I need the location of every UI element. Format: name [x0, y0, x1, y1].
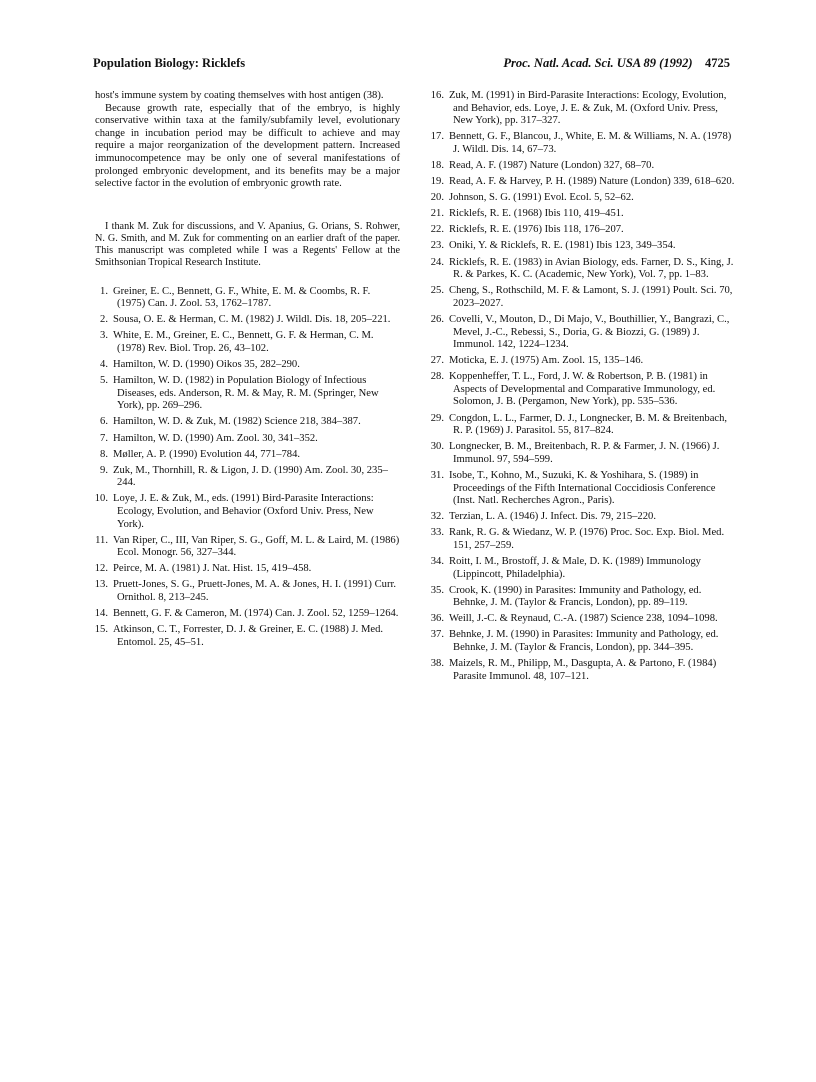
reference-number: 21.: [430, 208, 444, 220]
reference-item: [431, 556, 736, 581]
reference-number: 20.: [430, 192, 444, 204]
reference-text: Møller, A. P. (1990) Evolution 44, 771–784.: [113, 448, 301, 460]
reference-number: 10.: [94, 493, 108, 505]
reference-number: 35.: [430, 584, 444, 596]
reference-item: [95, 535, 400, 560]
reference-item: [431, 208, 736, 221]
reference-item: [431, 131, 736, 156]
reference-text: Koppenheffer, T. L., Ford, J. W. & Robertson, P. B. (1981) in Aspects of Developmental and Comparative Immunology, ed. Solomon, J. B. (Pergamon, New York), pp. 535–536.: [449, 371, 716, 408]
journal-name: Proc. Natl. Acad. Sci. USA 89 (1992): [503, 56, 693, 70]
reference-number: 30.: [430, 441, 444, 453]
reference-text: Van Riper, C., III, Van Riper, S. G., Goff, M. L. & Laird, M. (1986) Ecol. Monogr. 56, 327–344.: [113, 534, 400, 559]
reference-item: [431, 176, 736, 189]
reference-text: Bennett, G. F., Blancou, J., White, E. M. & Williams, N. A. (1978) J. Wildl. Dis. 14, 67–73.: [449, 131, 732, 155]
reference-text: White, E. M., Greiner, E. C., Bennett, G. F. & Herman, C. M. (1978) Rev. Biol. Trop. 26, 43–102.: [113, 330, 374, 354]
reference-text: Covelli, V., Mouton, D., Di Majo, V., Bouthillier, Y., Bangrazi, C., Mevel, J.-C., Rebessi, S., Doria, G. & Biozzi, G. (1989) J. Immunol. 142, 1224–1234.: [449, 313, 730, 351]
reference-text: Cheng, S., Rothschild, M. F. & Lamont, S. J. (1991) Poult. Sci. 70, 2023–2027.: [449, 285, 733, 309]
reference-number: 31.: [430, 469, 444, 481]
reference-text: Hamilton, W. D. (1982) in Population Biology of Infectious Diseases, eds. Anderson, R. M. & May, R. M. (Springer, New York), pp. 269–296.: [113, 375, 379, 412]
reference-text: Ricklefs, R. E. (1976) Ibis 118, 176–207.: [449, 224, 624, 236]
reference-item: [95, 608, 400, 621]
reference-number: 6.: [100, 416, 108, 428]
reference-number: 18.: [430, 159, 444, 171]
reference-text: Terzian, L. A. (1946) J. Infect. Dis. 79, 215–220.: [449, 511, 656, 523]
reference-text: Loye, J. E. & Zuk, M., eds. (1991) Bird-Parasite Interactions: Ecology, Evolution, and Behavior (Oxford Univ. Press, New York).: [113, 493, 374, 530]
reference-number: 15.: [94, 624, 108, 636]
page-number: 4725: [705, 56, 730, 70]
reference-text: Sousa, O. E. & Herman, C. M. (1982) J. Wildl. Dis. 18, 205–221.: [113, 314, 391, 326]
acknowledgment: I thank M. Zuk for discussions, and V. Apanius, G. Orians, S. Rohwer, N. G. Smith, and M. Zuk for commenting on an earlier draft of the paper. This manuscript was completed while I was a Regents' Fellow at the Smithsonian Tropical Research Institute.: [95, 220, 400, 269]
reference-number: 2.: [100, 314, 108, 326]
reference-number: 17.: [430, 131, 444, 143]
reference-text: Read, A. F. & Harvey, P. H. (1989) Nature (London) 339, 618–620.: [449, 176, 735, 188]
reference-text: Peirce, M. A. (1981) J. Nat. Hist. 15, 419–458.: [113, 563, 312, 575]
reference-number: 27.: [430, 355, 444, 367]
reference-item: [431, 613, 736, 626]
reference-number: 22.: [430, 224, 444, 236]
reference-item: [95, 433, 400, 446]
reference-text: Longnecker, B. M., Breitenbach, R. P. & Farmer, J. N. (1966) J. Immunol. 97, 594–599.: [449, 441, 720, 465]
reference-text: Greiner, E. C., Bennett, G. F., White, E. M. & Coombs, R. F. (1975) Can. J. Zool. 53, 1762–1787.: [113, 285, 371, 310]
reference-text: Behnke, J. M. (1990) in Parasites: Immunity and Pathology, ed. Behnke, J. M. (Taylor & Francis, London), pp. 344–395.: [449, 629, 719, 654]
reference-text: Atkinson, C. T., Forrester, D. J. & Greiner, E. C. (1988) J. Med. Entomol. 25, 45–51.: [113, 624, 384, 648]
reference-number: 25.: [430, 285, 444, 297]
reference-item: [431, 585, 736, 610]
reference-list-right: [431, 90, 736, 683]
right-column: [431, 90, 736, 687]
reference-text: Zuk, M., Thornhill, R. & Ligon, J. D. (1990) Am. Zool. 30, 235–244.: [113, 464, 388, 489]
reference-number: 33.: [430, 527, 444, 539]
reference-text: Moticka, E. J. (1975) Am. Zool. 15, 135–146.: [449, 355, 644, 367]
reference-number: 19.: [430, 176, 444, 188]
reference-item: [431, 314, 736, 352]
reference-number: 5.: [100, 375, 108, 387]
reference-list-left: [95, 286, 400, 650]
reference-number: 1.: [100, 285, 108, 297]
reference-item: [95, 286, 400, 311]
reference-item: [431, 224, 736, 237]
reference-number: 13.: [94, 579, 108, 591]
reference-number: 4.: [100, 359, 108, 371]
reference-item: [431, 511, 736, 524]
reference-text: Ricklefs, R. E. (1983) in Avian Biology, eds. Farner, D. S., King, J. R. & Parkes, K. C. (Academic, New York), Vol. 7, pp. 1–83.: [449, 256, 734, 281]
reference-item: [431, 355, 736, 368]
reference-item: [95, 624, 400, 649]
reference-text: Maizels, R. M., Philipp, M., Dasgupta, A. & Partono, F. (1984) Parasite Immunol. 48, 107–121.: [449, 658, 717, 682]
reference-number: 16.: [430, 90, 444, 101]
reference-item: [95, 416, 400, 429]
reference-number: 14.: [94, 608, 108, 620]
reference-number: 23.: [430, 240, 444, 252]
reference-text: Isobe, T., Kohno, M., Suzuki, K. & Yoshihara, S. (1989) in Proceedings of the Fifth International Coccidiosis Conference (Inst. Natl. Recherches Agron., Paris).: [449, 469, 716, 507]
reference-number: 7.: [100, 432, 108, 444]
reference-text: Crook, K. (1990) in Parasites: Immunity and Pathology, ed. Behnke, J. M. (Taylor & Francis, London), pp. 89–119.: [449, 584, 702, 609]
reference-item: [95, 465, 400, 490]
reference-text: Roitt, I. M., Brostoff, J. & Male, D. K. (1989) Immunology (Lippincott, Philadelphia).: [449, 556, 701, 580]
reference-text: Weill, J.-C. & Reynaud, C.-A. (1987) Science 238, 1094–1098.: [449, 613, 718, 625]
reference-item: [95, 493, 400, 531]
reference-item: [95, 330, 400, 355]
reference-item: [95, 563, 400, 576]
reference-item: [431, 192, 736, 205]
reference-item: [95, 359, 400, 372]
running-title: Population Biology: Ricklefs: [93, 56, 246, 70]
reference-number: 26.: [430, 313, 444, 325]
reference-text: Johnson, S. G. (1991) Evol. Ecol. 5, 52–62.: [449, 192, 634, 204]
reference-item: [431, 658, 736, 683]
reference-item: [431, 371, 736, 409]
reference-item: [95, 579, 400, 604]
reference-text: Hamilton, W. D. (1990) Oikos 35, 282–290.: [113, 359, 300, 371]
reference-text: Hamilton, W. D. & Zuk, M. (1982) Science 218, 384–387.: [113, 416, 361, 428]
reference-item: [431, 285, 736, 310]
reference-number: 11.: [95, 534, 108, 546]
reference-number: 12.: [94, 563, 108, 575]
reference-item: [431, 527, 736, 552]
reference-number: 37.: [430, 629, 444, 641]
body-paragraph: Because growth rate, especially that of the embryo, is highly conservative within taxa at the family/subfamily level, evolutionary change in incubation period may be difficult to achieve and may require a major reorganization of the development pattern. Increased immunocompetence may be only one of several manifestations of prolonged embryonic development, and its benefits may be a major selective factor in the evolution of embryonic growth rate.: [95, 102, 400, 190]
reference-item: [95, 314, 400, 327]
reference-text: Ricklefs, R. E. (1968) Ibis 110, 419–451.: [449, 208, 624, 220]
reference-number: 36.: [430, 613, 444, 625]
reference-number: 32.: [430, 511, 444, 523]
reference-item: [431, 90, 736, 128]
reference-number: 8.: [100, 448, 108, 460]
reference-number: 38.: [430, 658, 444, 670]
journal-citation: [503, 56, 730, 71]
reference-item: [431, 257, 736, 282]
reference-item: [95, 449, 400, 462]
reference-text: Oniki, Y. & Ricklefs, R. E. (1981) Ibis 123, 349–354.: [449, 240, 676, 252]
reference-text: Read, A. F. (1987) Nature (London) 327, 68–70.: [449, 159, 655, 171]
reference-item: [95, 375, 400, 413]
reference-item: [431, 441, 736, 466]
reference-number: 29.: [430, 412, 444, 424]
reference-number: 9.: [100, 464, 108, 476]
reference-text: Bennett, G. F. & Cameron, M. (1974) Can. J. Zool. 52, 1259–1264.: [113, 608, 399, 620]
body-paragraph: host's immune system by coating themselves with host antigen (38).: [95, 90, 384, 101]
left-column: [95, 90, 400, 653]
reference-item: [431, 629, 736, 654]
reference-number: 3.: [100, 330, 108, 342]
reference-text: Congdon, L. L., Farmer, D. J., Longnecker, B. M. & Breitenbach, R. P. (1969) J. Parasitol. 55, 817–824.: [449, 412, 728, 437]
reference-number: 28.: [430, 371, 444, 383]
reference-text: Zuk, M. (1991) in Bird-Parasite Interactions: Ecology, Evolution, and Behavior, eds. Loye, J. E. & Zuk, M. (Oxford Univ. Press, New York), pp. 317–327.: [449, 90, 727, 127]
reference-number: 34.: [430, 556, 444, 567]
reference-item: [431, 240, 736, 253]
reference-item: [431, 413, 736, 438]
reference-number: 24.: [430, 256, 444, 268]
reference-text: Rank, R. G. & Wiedanz, W. P. (1976) Proc. Soc. Exp. Biol. Med. 151, 257–259.: [449, 527, 725, 551]
reference-item: [431, 160, 736, 173]
reference-text: Pruett-Jones, S. G., Pruett-Jones, M. A. & Jones, H. I. (1991) Curr. Ornithol. 8, 213–245.: [113, 579, 397, 604]
running-header: [93, 56, 730, 72]
reference-text: Hamilton, W. D. (1990) Am. Zool. 30, 341–352.: [113, 432, 318, 444]
reference-item: [431, 470, 736, 508]
